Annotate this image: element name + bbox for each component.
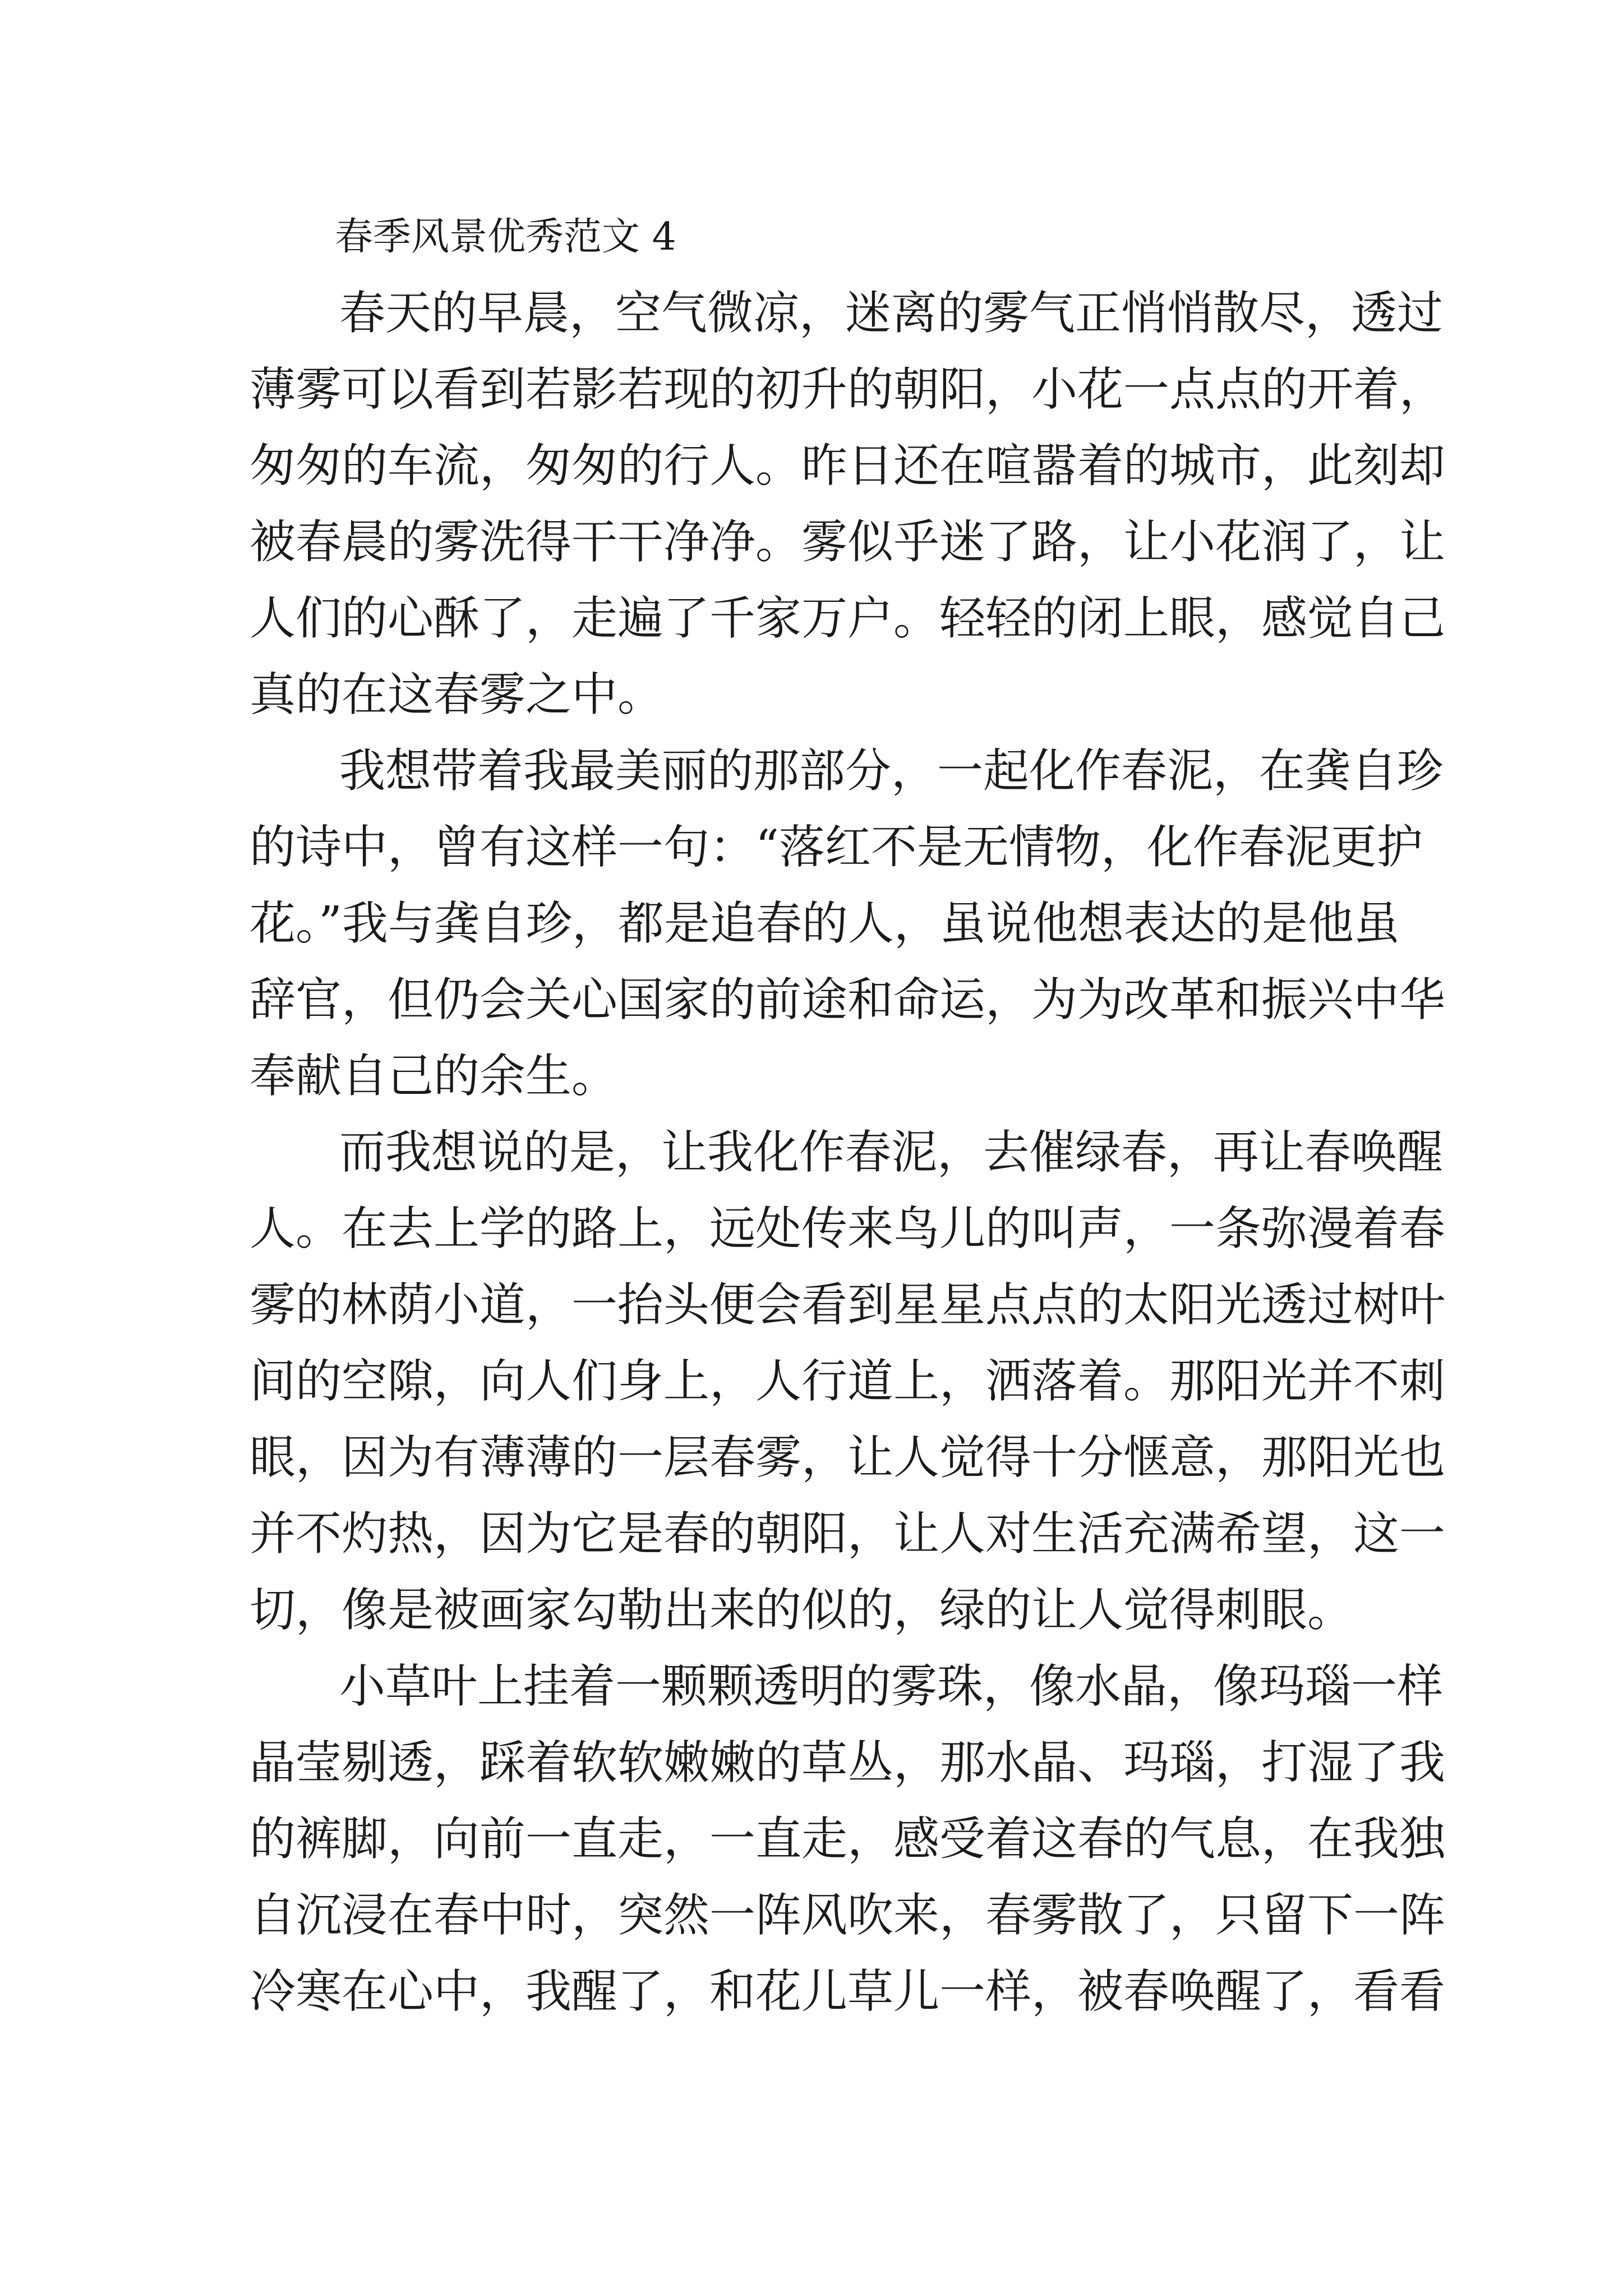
text-line: 真的在这春雾之中。 [250,668,664,721]
text-line: 的诗中，曾有这样一句：“落红不是无情物，化作春泥更护 [250,821,1423,874]
text-line: 被春晨的雾洗得干干净净。雾似乎迷了路，让小花润了，让 [250,516,1446,569]
text-line: 雾的林荫小道，一抬头便会看到星星点点的太阳光透过树叶 [250,1278,1446,1332]
text-line: 晶莹剔透，踩着软软嫩嫩的草丛，那水晶、玛瑙，打湿了我 [250,1736,1446,1789]
text-line: 切，像是被画家勾勒出来的似的，绿的让人觉得刺眼。 [250,1584,1354,1637]
text-line: 匆匆的车流，匆匆的行人。昨日还在喧嚣着的城市，此刻却 [250,439,1446,493]
text-line: 自沉浸在春中时，突然一阵风吹来，春雾散了，只留下一阵 [250,1889,1446,1942]
document-title: 春季风景优秀范文 4 [335,215,676,259]
text-line: 奉献自己的余生。 [250,1050,618,1103]
text-line: 我想带着我最美丽的那部分，一起化作春泥，在龚自珍 [339,744,1444,798]
text-line: 薄雾可以看到若影若现的初升的朝阳，小花一点点的开着， [250,363,1446,416]
text-line: 小草叶上挂着一颗颗透明的雾珠，像水晶，像玛瑙一样 [339,1660,1444,1713]
paragraph-1 [250,275,1446,733]
text-line: 人。在去上学的路上，远处传来鸟儿的叫声，一条弥漫着春 [250,1202,1446,1255]
text-line: 的裤脚，向前一直走，一直走，感受着这春的气息，在我独 [250,1812,1446,1866]
text-line: 眼，因为有薄薄的一层春雾，让人觉得十分惬意，那阳光也 [250,1431,1446,1484]
text-line: 花。”我与龚自珍，都是追春的人，虽说他想表达的是他虽 [250,897,1400,950]
document-body [250,199,1446,2030]
text-line: 并不灼热，因为它是春的朝阳，让人对生活充满希望，这一 [250,1507,1446,1561]
text-line: 春天的早晨，空气微凉，迷离的雾气正悄悄散尽，透过 [339,287,1444,340]
paragraph-4 [250,1649,1446,2030]
text-line: 人们的心酥了，走遍了千家万户。轻轻的闭上眼，感觉自己 [250,592,1446,645]
text-line: 辞官，但仍会关心国家的前途和命运，为为改革和振兴中华 [250,973,1446,1027]
paragraph-2 [250,733,1446,1115]
text-line: 冷寒在心中，我醒了，和花儿草儿一样，被春唤醒了，看看 [250,1965,1446,2018]
text-line: 间的空隙，向人们身上，人行道上，洒落着。那阳光并不刺 [250,1355,1446,1408]
paragraph-3 [250,1115,1446,1649]
text-line: 而我想说的是，让我化作春泥，去催绿春，再让春唤醒 [339,1126,1444,1179]
